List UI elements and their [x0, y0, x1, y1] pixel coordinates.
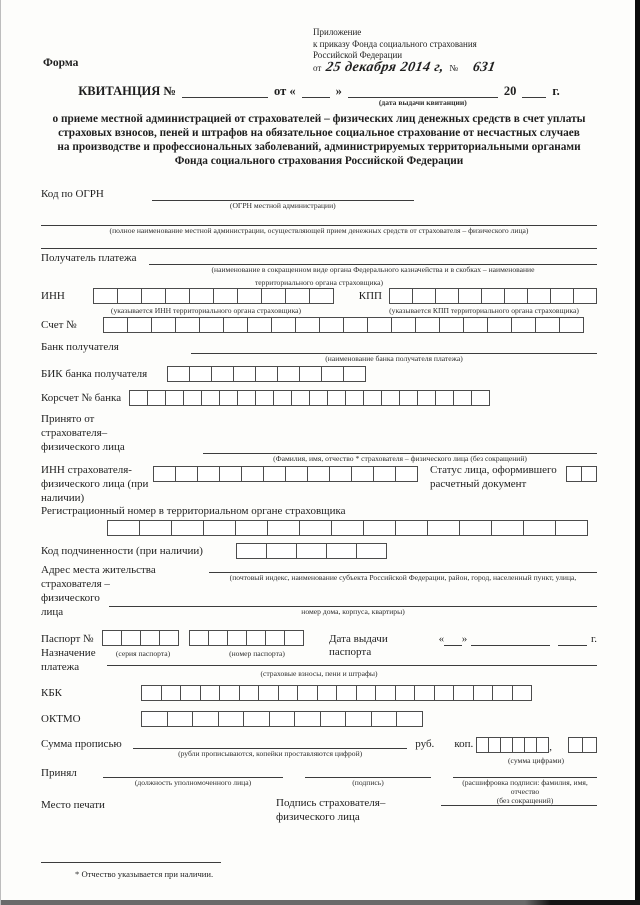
subord-cell-grid	[236, 543, 387, 559]
purpose-caption: (страховые взносы, пени и штрафы)	[260, 669, 378, 678]
ogrn-row	[41, 188, 597, 210]
status-l1: Статус лица, оформившего	[430, 464, 557, 476]
passport-date-q2: »	[461, 633, 468, 645]
title-ot: от «	[273, 84, 296, 98]
payer-sign-blank	[441, 793, 597, 806]
ogrn-label: Код по ОГРН	[41, 188, 104, 200]
amount-rub-label: руб.	[415, 738, 435, 750]
payee-label: Получатель платежа	[41, 252, 137, 264]
oktmo-cell-grid	[141, 711, 423, 727]
position-caption: (должность уполномоченного лица)	[134, 778, 252, 787]
bik-row	[41, 366, 597, 382]
subtitle-line-3: на производстве и профессиональных заболеваний, администрируемых территориальными органами	[57, 141, 581, 153]
admin-name-row-2	[41, 236, 597, 253]
subtitle-paragraph	[41, 112, 597, 168]
amount-kop-label: коп.	[454, 738, 474, 750]
payer-inn-l1: ИНН страхователя-	[41, 464, 132, 476]
amount-kop-cell-grid	[568, 737, 597, 758]
amount-digits-caption-row	[41, 756, 597, 765]
receipt-title: КВИТАНЦИЯ №	[78, 84, 176, 98]
inn-cell-grid	[93, 288, 334, 304]
account-label: Счет №	[41, 319, 77, 331]
title-year-20: 20	[503, 84, 517, 98]
passport-number-caption: (номер паспорта)	[229, 649, 285, 658]
amount-rub-cell-grid	[476, 737, 549, 758]
account-row	[41, 317, 597, 333]
address-l2: страхователя –	[41, 578, 110, 590]
ogrn-blank-group	[152, 188, 414, 210]
bank-blank-group	[191, 341, 597, 363]
status-l2: расчетный документ	[430, 478, 527, 490]
address-blank-1	[209, 563, 597, 573]
payer-inn-cell-grid	[153, 466, 418, 505]
footnote-row	[41, 868, 597, 881]
address-row-2	[109, 594, 597, 616]
appendix-ot: от	[313, 62, 322, 73]
payee-caption-1: (наименование в сокращенном виде органа Федерального казначейства и в скобках – наименование	[211, 265, 535, 274]
admin-name-row	[41, 213, 597, 235]
year-blank	[522, 85, 546, 98]
accepted-from-caption: (Фамилия, имя, отчество * страхователя – физического лица (без сокращений)	[273, 454, 527, 463]
accepted-from-blank	[203, 441, 597, 454]
day-blank	[302, 85, 330, 98]
appendix-line-2: к приказу Фонда социального страхования	[313, 38, 477, 49]
footnote-rule	[41, 850, 221, 863]
receipt-number-blank	[182, 85, 268, 98]
inn-kpp-row	[41, 288, 597, 304]
title-quote-close: »	[335, 84, 342, 98]
kpp-caption: (указывается КПП территориального органа страховщика)	[389, 306, 579, 315]
handwritten-order-number: 631	[471, 59, 497, 75]
form-label: Форма	[43, 57, 79, 69]
decrypt-caption-1: (расшифровка подписи: фамилия, имя, отчество	[462, 778, 588, 796]
purpose-blank	[107, 653, 597, 666]
subtitle-line-1: о приеме местной администрацией от страхователей – физических лиц денежных средств в счет уплаты	[52, 113, 586, 125]
address-caption-2: номер дома, корпуса, квартиры)	[301, 607, 405, 616]
kpp-cell-grid	[389, 288, 597, 304]
corr-label: Корсчет № банка	[41, 392, 122, 404]
amount-words-caption: (рубли прописываются, копейки проставляются цифрой)	[178, 749, 363, 758]
payer-inn-l2: физического лица (при	[41, 478, 149, 490]
account-cell-grid	[103, 317, 584, 333]
title-year-g: г.	[552, 84, 560, 98]
passport-date-day-blank	[444, 630, 462, 646]
bank-row	[41, 341, 597, 363]
appendix-number-sign: №	[449, 62, 459, 73]
address-l1: Адрес места жительства	[41, 564, 156, 576]
regnum-label: Регистрационный номер в территориальном органе страховщика	[41, 505, 346, 517]
signature-caption: (подпись)	[352, 778, 384, 787]
passport-label: Паспорт №	[41, 633, 94, 645]
payee-caption-2: территориального органа страховщика)	[254, 278, 384, 287]
passport-date-q1: «	[438, 633, 445, 645]
payer-inn-status-row	[41, 463, 597, 505]
footnote-rule-row	[41, 850, 597, 867]
footnote-text: * Отчество указывается при наличии.	[75, 869, 214, 879]
subtitle-line-4: Фонда социального страхования Российской Федерации	[174, 155, 464, 167]
appendix-order-line	[313, 59, 497, 75]
regnum-cells-row	[41, 520, 597, 536]
payee-blank-group	[149, 252, 597, 274]
payee-blank	[149, 252, 597, 265]
status-cell-grid	[566, 466, 597, 505]
subtitle-line-2: страховых взносов, пеней и штрафов на обязательное социальное страхование от несчастных случаев	[58, 127, 580, 139]
admin-name-caption: (полное наименование местной администрации, осуществляющей прием денежных средств от страхователя – физического лица)	[109, 226, 529, 235]
payee-row	[41, 252, 597, 274]
amount-blank-group	[133, 735, 407, 758]
accepted-from-label	[41, 412, 203, 463]
issue-date-blank	[348, 85, 498, 98]
kbk-row	[41, 685, 597, 701]
handwritten-date: 25 декабря 2014 г,	[325, 59, 446, 75]
appendix-line-1: Приложение	[313, 27, 362, 37]
passport-series-caption: (серия паспорта)	[115, 649, 171, 658]
position-blank	[103, 765, 283, 778]
issue-date-caption: (дата выдачи квитанции)	[378, 98, 467, 107]
decrypt-caption-2: (без сокращений)	[496, 796, 554, 805]
accepted-from-row	[41, 412, 597, 463]
payer-sign-line-row	[41, 793, 597, 810]
accepted-by-label: Принял	[41, 767, 77, 779]
amount-comma: ,	[549, 741, 552, 753]
passport-date-year-blank	[558, 630, 587, 646]
address-l4: лица	[41, 606, 64, 618]
kbk-label: КБК	[41, 687, 62, 699]
accepted-from-blank-group	[203, 412, 597, 463]
issue-date-blank-group	[348, 85, 498, 107]
status-label	[430, 463, 566, 505]
subord-label: Код подчиненности (при наличии)	[41, 545, 203, 557]
decrypt-blank	[453, 765, 597, 778]
amount-row	[41, 735, 597, 758]
signature-blank	[305, 765, 431, 778]
scan-edge-right	[635, 0, 640, 905]
passport-date-month-blank	[471, 630, 549, 646]
bik-cell-grid	[167, 366, 366, 382]
appendix-block	[313, 27, 496, 74]
oktmo-row	[41, 711, 597, 727]
receipt-title-row	[41, 85, 597, 107]
payer-inn-l3: наличии)	[41, 492, 85, 504]
scan-edge-bottom	[1, 900, 640, 905]
bank-blank	[191, 341, 597, 354]
ogrn-caption: (ОГРН местной администрации)	[229, 201, 336, 210]
accepted-from-l1: Принято от	[41, 413, 95, 425]
kbk-cell-grid	[141, 685, 532, 701]
appendix-line-3: Российской Федерации	[313, 50, 403, 60]
purpose-l2: платежа	[41, 661, 80, 673]
regnum-cell-grid	[107, 520, 597, 536]
amount-digits-caption: (сумма цифрами)	[508, 756, 564, 765]
admin-name-blank	[41, 213, 597, 226]
subord-row	[41, 543, 597, 559]
bank-label: Банк получателя	[41, 341, 119, 353]
amount-words-blank	[133, 735, 407, 749]
kpp-label: КПП	[358, 290, 382, 302]
address-l3: физического	[41, 592, 100, 604]
accepted-from-l3: физического лица	[41, 441, 125, 453]
address-caption-1: (почтовый индекс, наименование субъекта Российской Федерации, район, город, населенный пункт, улица,	[229, 573, 577, 582]
corr-row	[41, 390, 597, 406]
payer-inn-label	[41, 463, 153, 505]
admin-name-blank-2	[41, 236, 597, 249]
inn-label: ИНН	[41, 290, 65, 302]
corr-cell-grid	[129, 390, 490, 406]
payer-sign-l2: физического лица	[276, 811, 360, 823]
purpose-line-row	[41, 653, 597, 670]
purpose-l1: Назначение	[41, 647, 96, 659]
passport-date-label: Дата выдачи паспорта	[329, 633, 388, 658]
oktmo-label: ОКТМО	[41, 713, 81, 725]
stamp-label: Место печати	[41, 799, 105, 811]
address-blank-2	[109, 594, 597, 607]
accepted-from-l2: страхователя–	[41, 427, 108, 439]
bank-caption: (наименование банка получателя платежа)	[325, 354, 463, 363]
passport-date-g: г.	[590, 633, 598, 645]
inn-caption: (указывается ИНН территориального органа страховщика)	[110, 306, 302, 315]
bik-label: БИК банка получателя	[41, 368, 148, 380]
payer-sign-l1: Подпись страхователя–	[276, 797, 386, 809]
ogrn-blank	[152, 188, 414, 201]
inn-kpp-captions	[41, 306, 597, 315]
amount-label: Сумма прописью	[41, 738, 122, 750]
